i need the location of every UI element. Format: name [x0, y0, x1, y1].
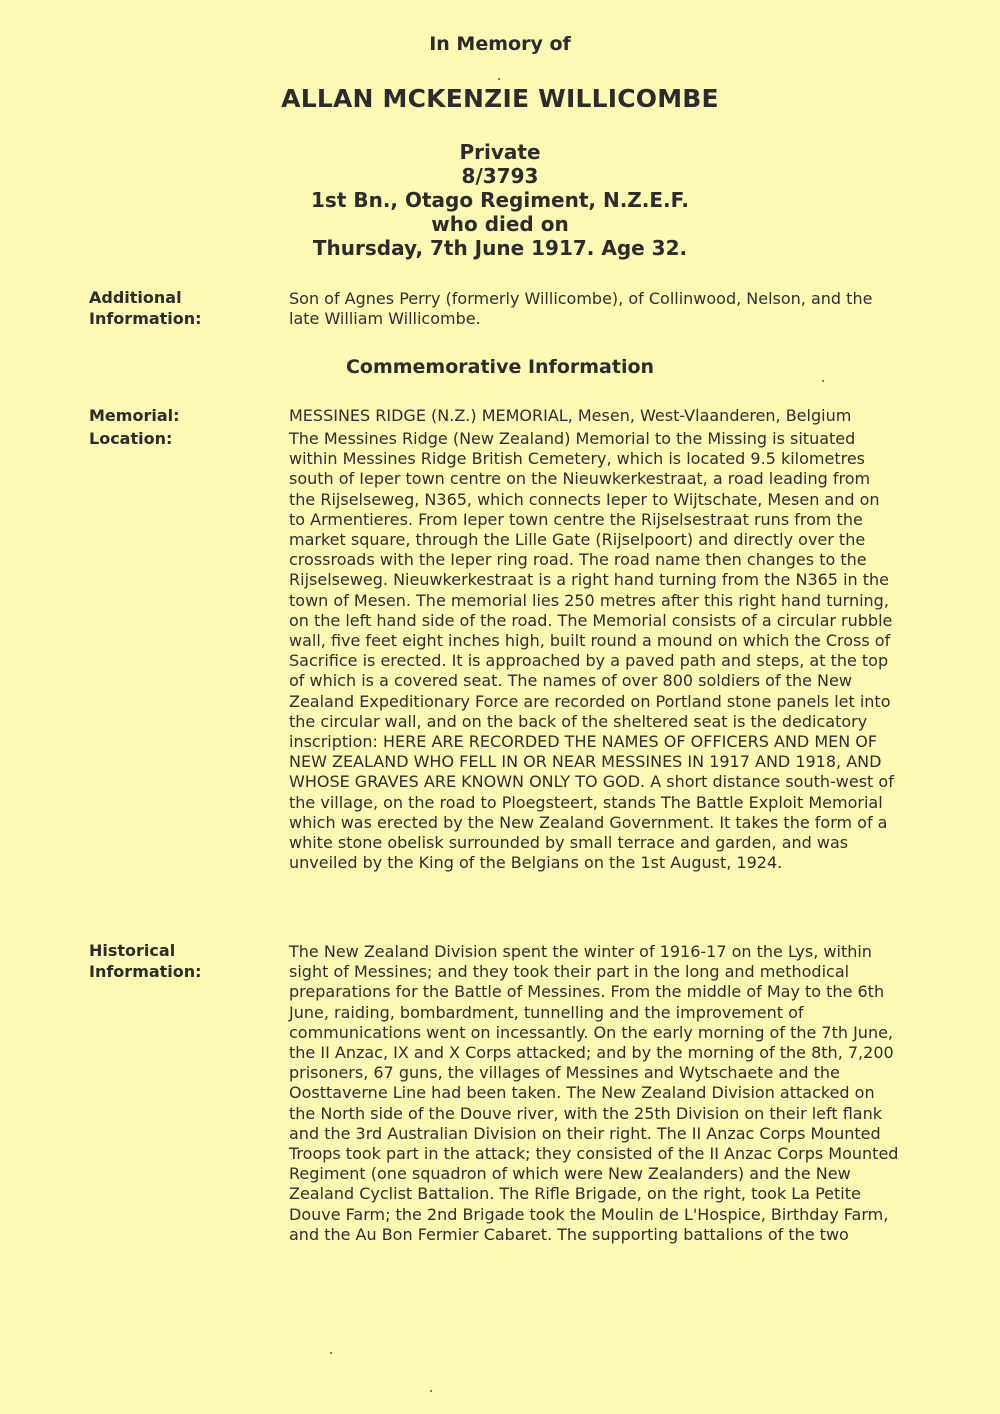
service-details: [0, 140, 1000, 260]
died-label: who died on: [431, 212, 569, 236]
additional-label-line2: Information:: [89, 309, 202, 328]
memorial-label: Memorial:: [89, 406, 180, 425]
scan-speck: [498, 78, 500, 80]
historical-label-line2: Information:: [89, 962, 202, 981]
historical-label-line1: Historical: [89, 941, 176, 960]
unit: 1st Bn., Otago Regiment, N.Z.E.F.: [311, 188, 689, 212]
rank: Private: [459, 140, 541, 164]
location-label: Location:: [89, 429, 173, 448]
additional-info-label: [89, 287, 269, 329]
service-number: 8/3793: [461, 164, 539, 188]
deceased-name: ALLAN MCKENZIE WILLICOMBE: [281, 84, 719, 113]
scan-speck: [822, 380, 824, 382]
death-date: Thursday, 7th June 1917. Age 32.: [312, 236, 688, 260]
historical-text: The New Zealand Division spent the winter of 1916-17 on the Lys, within sight of Messines; and they took their part in the long and methodical preparations for the Battle of Messines. From the middle of May to the 6th June, raiding, bombardment, tunnelling and the improvement of communications went on incessantly. On the early morning of the 7th June, the II Anzac, IX and X Corps attacked; and by the morning of the 8th, 7,200 prisoners, 67 guns, the villages of Messines and Wytschaete and the Oosttaverne Line had been taken. The New Zealand Division attacked on the North side of the Douve river, with the 25th Division on their left flank and the 3rd Australian Division on their right. The II Anzac Corps Mounted Troops took part in the attack; they consisted of the II Anzac Corps Mounted Regiment (one squadron of which were New Zealanders) and the New Zealand Cyclist Battalion. The Rifle Brigade, on the right, took La Petite Douve Farm; the 2nd Brigade took the Moulin de L'Hospice, Birthday Farm, and the Au Bon Fermier Cabaret. The supporting battalions of the two: [289, 942, 899, 1244]
scan-speck: [430, 1390, 432, 1392]
additional-info-text: Son of Agnes Perry (formerly Willicombe), of Collinwood, Nelson, and the late William Willicombe.: [289, 289, 873, 329]
scan-speck: [330, 1352, 332, 1354]
historical-info-label: [89, 940, 269, 982]
additional-label-line1: Additional: [89, 288, 182, 307]
commemorative-title: Commemorative Information: [345, 356, 655, 378]
in-memory-heading: In Memory of: [429, 33, 571, 55]
location-text: The Messines Ridge (New Zealand) Memorial to the Missing is situated within Messines Ridge British Cemetery, which is located 9.5 kilometres south of Ieper town centre on the Nieuwkerkestraat, a road leading from the Rijselseweg, N365, which connects Ieper to Wijtschate, Mesen and on to Armentieres. From Ieper town centre the Rijselsestraat runs from the market square, through the Lille Gate (Rijselpoort) and directly over the crossroads with the Ieper ring road. The road name then changes to the Rijselseweg. Nieuwkerkestraat is a right hand turning from the N365 in the town of Mesen. The memorial lies 250 metres after this right hand turning, on the left hand side of the road. The Memorial consists of a circular rubble wall, five feet eight inches high, built round a mound on which the Cross of Sacrifice is erected. It is approached by a paved path and steps, at the top of which is a covered seat. The names of over 800 soldiers of the New Zealand Expeditionary Force are recorded on Portland stone panels let into the circular wall, and on the back of the sheltered seat is the dedicatory inscription: HERE ARE RECORDED THE NAMES OF OFFICERS AND MEN OF NEW ZEALAND WHO FELL IN OR NEAR MESSINES IN 1917 AND 1918, AND WHOSE GRAVES ARE KNOWN ONLY TO GOD. A short distance south-west of the village, on the road to Ploegsteert, stands The Battle Exploit Memorial which was erected by the New Zealand Government. It takes the form of a white stone obelisk surrounded by small terrace and garden, and was unveiled by the King of the Belgians on the 1st August, 1924.: [289, 429, 894, 873]
memorial-value: MESSINES RIDGE (N.Z.) MEMORIAL, Mesen, West-Vlaanderen, Belgium: [289, 406, 852, 425]
